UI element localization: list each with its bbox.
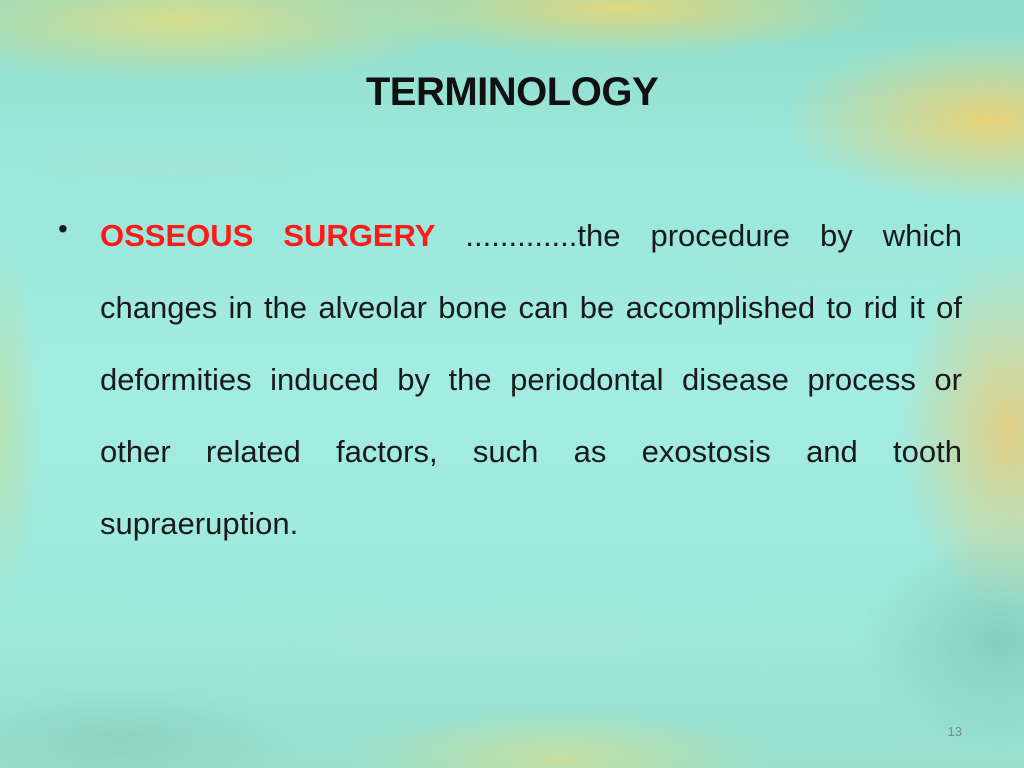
slide-title: TERMINOLOGY [365, 70, 659, 114]
bullet-list [58, 200, 962, 560]
page-number: 13 [947, 724, 962, 739]
term-label: OSSEOUS SURGERY [100, 218, 436, 253]
list-item [58, 200, 962, 560]
background-streak [40, 150, 300, 174]
bullet-marker: • [58, 213, 68, 244]
background-streak [300, 620, 680, 654]
term-definition: .............the procedure by which changes in the alveolar bone can be accomplished to rid it of deformities induced by the periodontal disease process or other related factors, such as exostosis and tooth supraeruption. [100, 218, 962, 541]
